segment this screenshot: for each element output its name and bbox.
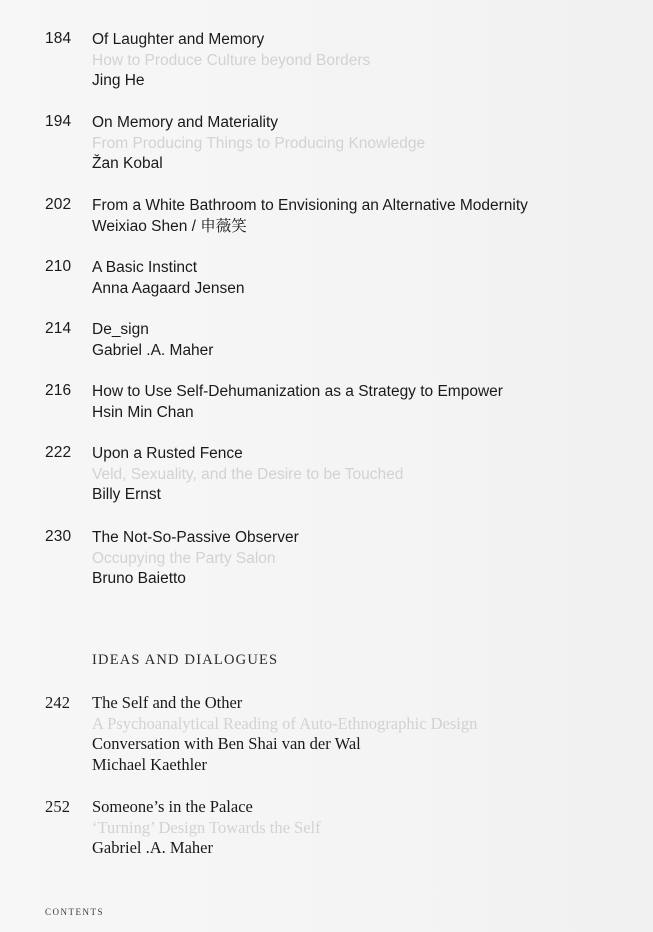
page-number: 252 (45, 797, 71, 816)
entry-author: Gabriel .A. Maher (92, 838, 213, 858)
section-heading: IDEAS AND DIALOGUES (92, 652, 279, 668)
entry-title: Someone’s in the Palace (92, 797, 253, 816)
entry-author: Gabriel .A. Maher (92, 341, 214, 359)
entry-title: Upon a Rusted Fence (92, 445, 243, 462)
page-number: 214 (45, 320, 72, 337)
entry-author: Jing He (92, 72, 145, 90)
entry-author: Žan Kobal (92, 155, 163, 173)
entry-author: Billy Ernst (92, 486, 161, 504)
page-number: 202 (45, 196, 72, 213)
entry-author: Michael Kaethler (92, 754, 207, 774)
entry-author: Weixiao Shen / 申薇笑 (92, 217, 247, 235)
entry-subtitle: How to Produce Culture beyond Borders (92, 51, 371, 69)
entry-author: Bruno Baietto (92, 570, 186, 588)
page-number: 230 (45, 528, 72, 545)
entry-author: Anna Aagaard Jensen (92, 279, 245, 297)
entry-title: De_sign (92, 321, 149, 338)
entry-subtitle: Occupying the Party Salon (92, 549, 276, 567)
entry-conversation: Conversation with Ben Shai van der Wal (92, 734, 361, 754)
page-number: 222 (45, 444, 72, 461)
entry-title: The Not-So-Passive Observer (92, 529, 299, 546)
entry-title: On Memory and Materiality (92, 114, 279, 131)
entry-title: From a White Bathroom to Envisioning an Alternative Modernity (92, 197, 528, 214)
page-number: 216 (45, 382, 72, 399)
page-footer: CONTENTS (45, 907, 104, 917)
entry-subtitle: Veld, Sexuality, and the Desire to be Touched (92, 465, 404, 483)
entry-title: How to Use Self-Dehumanization as a Strategy to Empower (92, 383, 503, 400)
entry-title: A Basic Instinct (92, 259, 198, 276)
entry-subtitle: A Psychoanalytical Reading of Auto-Ethnographic Design (92, 713, 478, 733)
page-number: 184 (45, 30, 72, 47)
entry-subtitle: ‘Turning’ Design Towards the Self (92, 817, 321, 837)
page-number: 210 (45, 258, 72, 275)
entry-title: Of Laughter and Memory (92, 31, 265, 48)
entry-author: Hsin Min Chan (92, 403, 194, 421)
entry-title: The Self and the Other (92, 693, 243, 712)
page-number: 242 (45, 693, 71, 712)
page-number: 194 (45, 113, 72, 130)
entry-subtitle: From Producing Things to Producing Knowledge (92, 134, 426, 152)
